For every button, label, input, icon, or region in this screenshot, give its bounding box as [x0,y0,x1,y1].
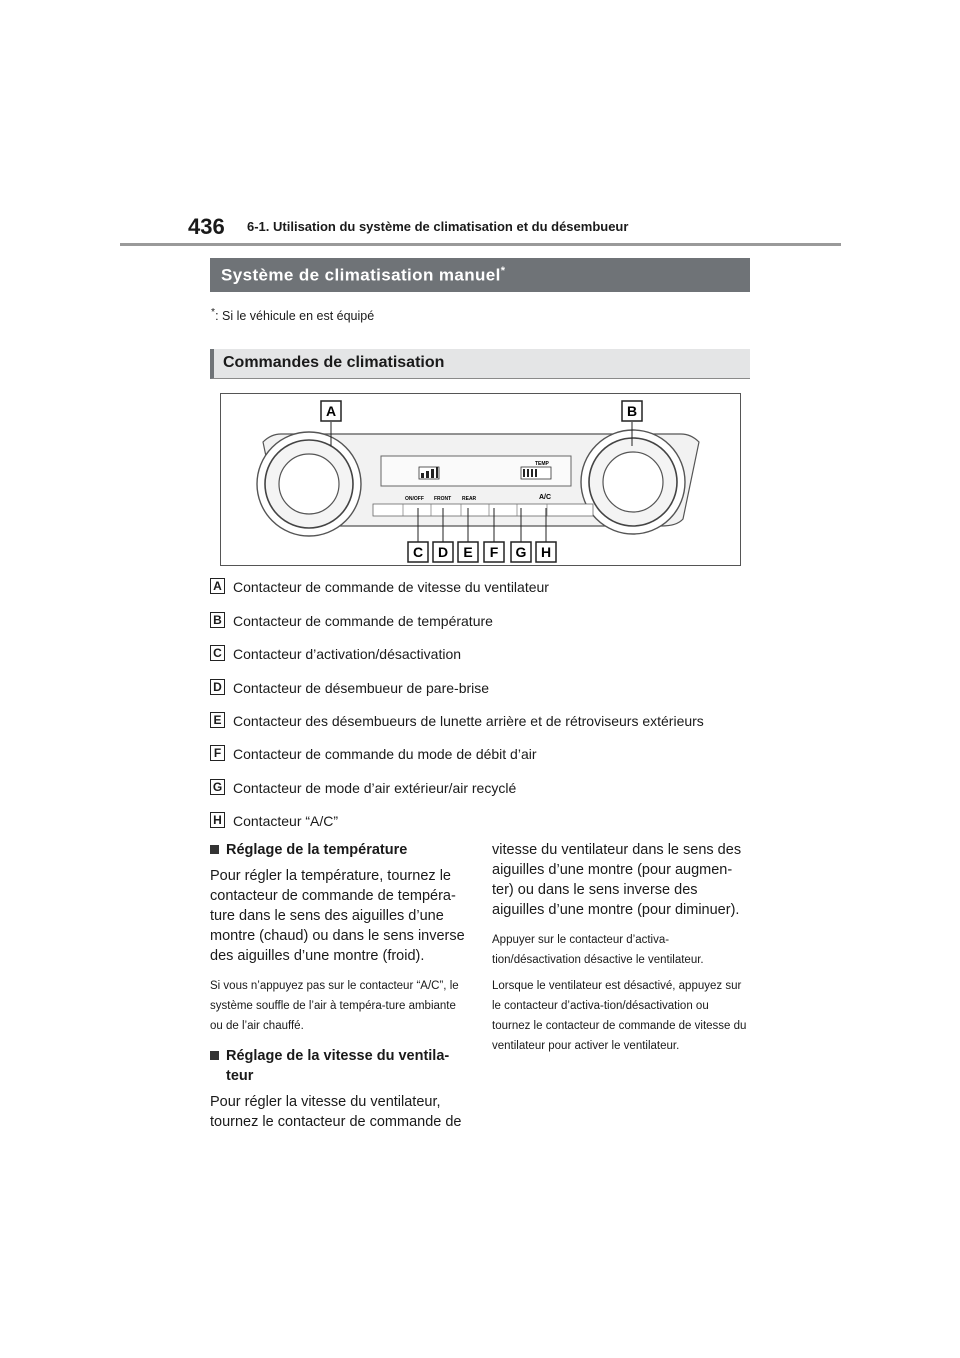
onoff-label: ON/OFF [405,496,424,502]
paragraph-fan-speed: Pour régler la vitesse du ventilateur, tournez le contacteur de commande de [210,1094,462,1130]
callout-c: C [412,544,424,560]
subsection-title-bar [210,349,750,379]
front-label: FRONT [434,496,452,502]
fan-speed-knob [257,432,361,536]
page-number: 436 [188,214,225,239]
ac-label: A/C [539,494,552,501]
callout-b: B [626,403,638,419]
square-bullet-icon [210,1051,219,1060]
climate-panel-illustration [221,394,740,565]
note-ac: Si vous n’appuyez pas sur le contacteur “A/C”, le système souffle de l’air à tempéra-ture ambiante ou de l’air chauffé. [210,980,459,1032]
note-fan-off: Appuyer sur le contacteur d’activa-tion/désactivation désactive le ventilateur. [492,934,704,966]
callout-e: E [463,544,473,560]
section-title: Système de climatisation manuel* [221,265,506,285]
paragraph-fan-speed-continued: vitesse du ventilateur dans le sens des aiguilles d’une montre (pour augmen-ter) ou dans le sens inverse des aiguilles d’une montre (pour diminuer). [492,842,742,918]
heading-fan-speed: Réglage de la vitesse du ventila-teur [210,1046,465,1086]
header-rule [120,243,841,246]
subsection-title: Commandes de climatisation [223,354,445,371]
paragraph-temperature: Pour régler la température, tournez le contacteur de commande de tempéra-ture dans le sens des aiguilles d’une montre (chaud) ou dans le sens inverse des aiguilles d’une montre (froid). [210,868,465,964]
left-column [210,840,465,1132]
callout-d: D [437,544,449,560]
section-title-bar [210,258,750,292]
rear-label: REAR [462,496,477,502]
callout-a: A [325,403,337,419]
temperature-knob [581,430,685,534]
footnote: *: Si le véhicule en est équipé [211,307,375,324]
callout-g: G [515,544,527,560]
heading-temperature: Réglage de la température [210,840,465,860]
callout-h: H [540,544,552,560]
callout-f: F [489,544,499,560]
square-bullet-icon [210,845,219,854]
note-fan-on: Lorsque le ventilateur est désactivé, appuyez sur le contacteur d’activa-tion/désactivation ou tournez le contacteur de commande de vitesse du ventilateur pour activer le ventilateur. [492,980,747,1052]
footnote-marker: * [500,265,506,277]
climate-panel-figure [220,393,741,566]
temp-label: TEMP [535,461,549,467]
right-column [492,840,747,1056]
chapter-title: 6-1. Utilisation du système de climatisation et du désembueur [247,219,629,234]
